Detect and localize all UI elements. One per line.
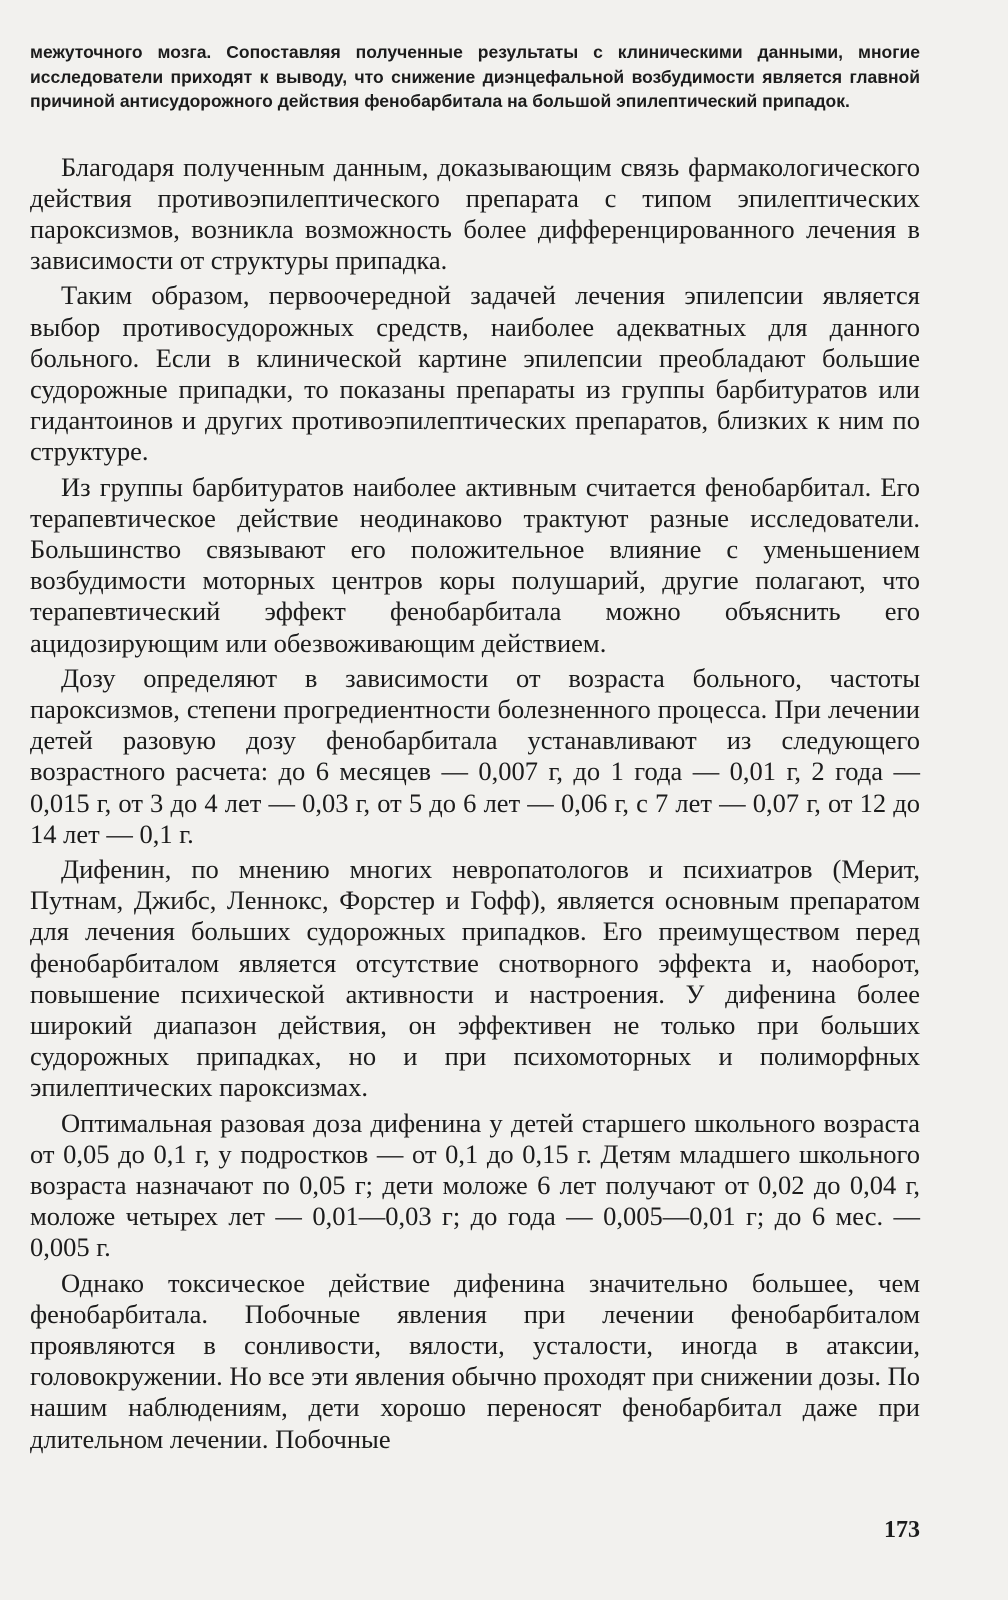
paragraph: Оптимальная разовая доза дифенина у детей старшего школьного возраста от 0,05 до 0,1 г, у подростков — от 0,1 до 0,15 г. Детям младшего школьного возраста назначают по 0,05 г; дети моложе 6 лет получают от 0,02 до 0,04 г, моложе четырех лет — 0,01—0,03 г; до года — 0,005—0,01 г; до 6 мес. — 0,005 г.: [30, 1107, 920, 1263]
paragraph: Таким образом, первоочередной задачей лечения эпилепсии является выбор противосудорожных средств, наиболее адекватных для данного больного. Если в клинической картине эпилепсии преобладают большие судорожные припадки, то показаны препараты из группы барбитуратов или гидантоинов и других противоэпилептических препаратов, близких к ним по структуре.: [30, 280, 920, 467]
paragraph: Дозу определяют в зависимости от возраста больного, частоты пароксизмов, степени прогредиентности болезненного процесса. При лечении детей разовую дозу фенобарбитала устанавливают из следующего возрастного расчета: до 6 месяцев — 0,007 г, до 1 года — 0,01 г, 2 года — 0,015 г, от 3 до 4 лет — 0,03 г, от 5 до 6 лет — 0,06 г, с 7 лет — 0,07 г, от 12 до 14 лет — 0,1 г.: [30, 662, 920, 849]
paragraph: Благодаря полученным данным, доказывающим связь фармакологического действия противоэпилептического препарата с типом эпилептических пароксизмов, возникла возможность более дифференцированного лечения в зависимости от структуры припадка.: [30, 151, 920, 276]
intro-fragment: межуточного мозга. Сопоставляя полученные результаты с клиническими данными, многие исследователи приходят к выводу, что снижение диэнцефальной возбудимости является главной причиной антисудорожного действия фенобарбитала на большой эпилептический припадок.: [30, 42, 920, 111]
paragraph: Однако токсическое действие дифенина значительно большее, чем фенобарбитала. Побочные явления при лечении фенобарбиталом проявляются в сонливости, вялости, усталости, иногда в атаксии, головокружении. Но все эти явления обычно проходят при снижении дозы. По нашим наблюдениям, дети хорошо переносят фенобарбитал даже при длительном лечении. Побочные: [30, 1267, 920, 1454]
paragraph: Дифенин, по мнению многих невропатологов и психиатров (Мерит, Путнам, Джибс, Леннокс, Форстер и Гофф), является основным препаратом для лечения больших судорожных припадков. Его преимуществом перед фенобарбиталом является отсутствие снотворного эффекта и, наоборот, повышение психической активности и настроения. У дифенина более широкий диапазон действия, он эффективен не только при больших судорожных припадках, но и при психомоторных и полиморфных эпилептических пароксизмах.: [30, 853, 920, 1103]
page-number: 173: [884, 1517, 920, 1543]
paragraph: Из группы барбитуратов наиболее активным считается фенобарбитал. Его терапевтическое действие неодинаково трактуют разные исследователи. Большинство связывают его положительное влияние с уменьшением возбудимости моторных центров коры полушарий, другие полагают, что терапевтический эффект фенобарбитала можно объяснить его ацидозирующим или обезвоживающим действием.: [30, 471, 920, 658]
